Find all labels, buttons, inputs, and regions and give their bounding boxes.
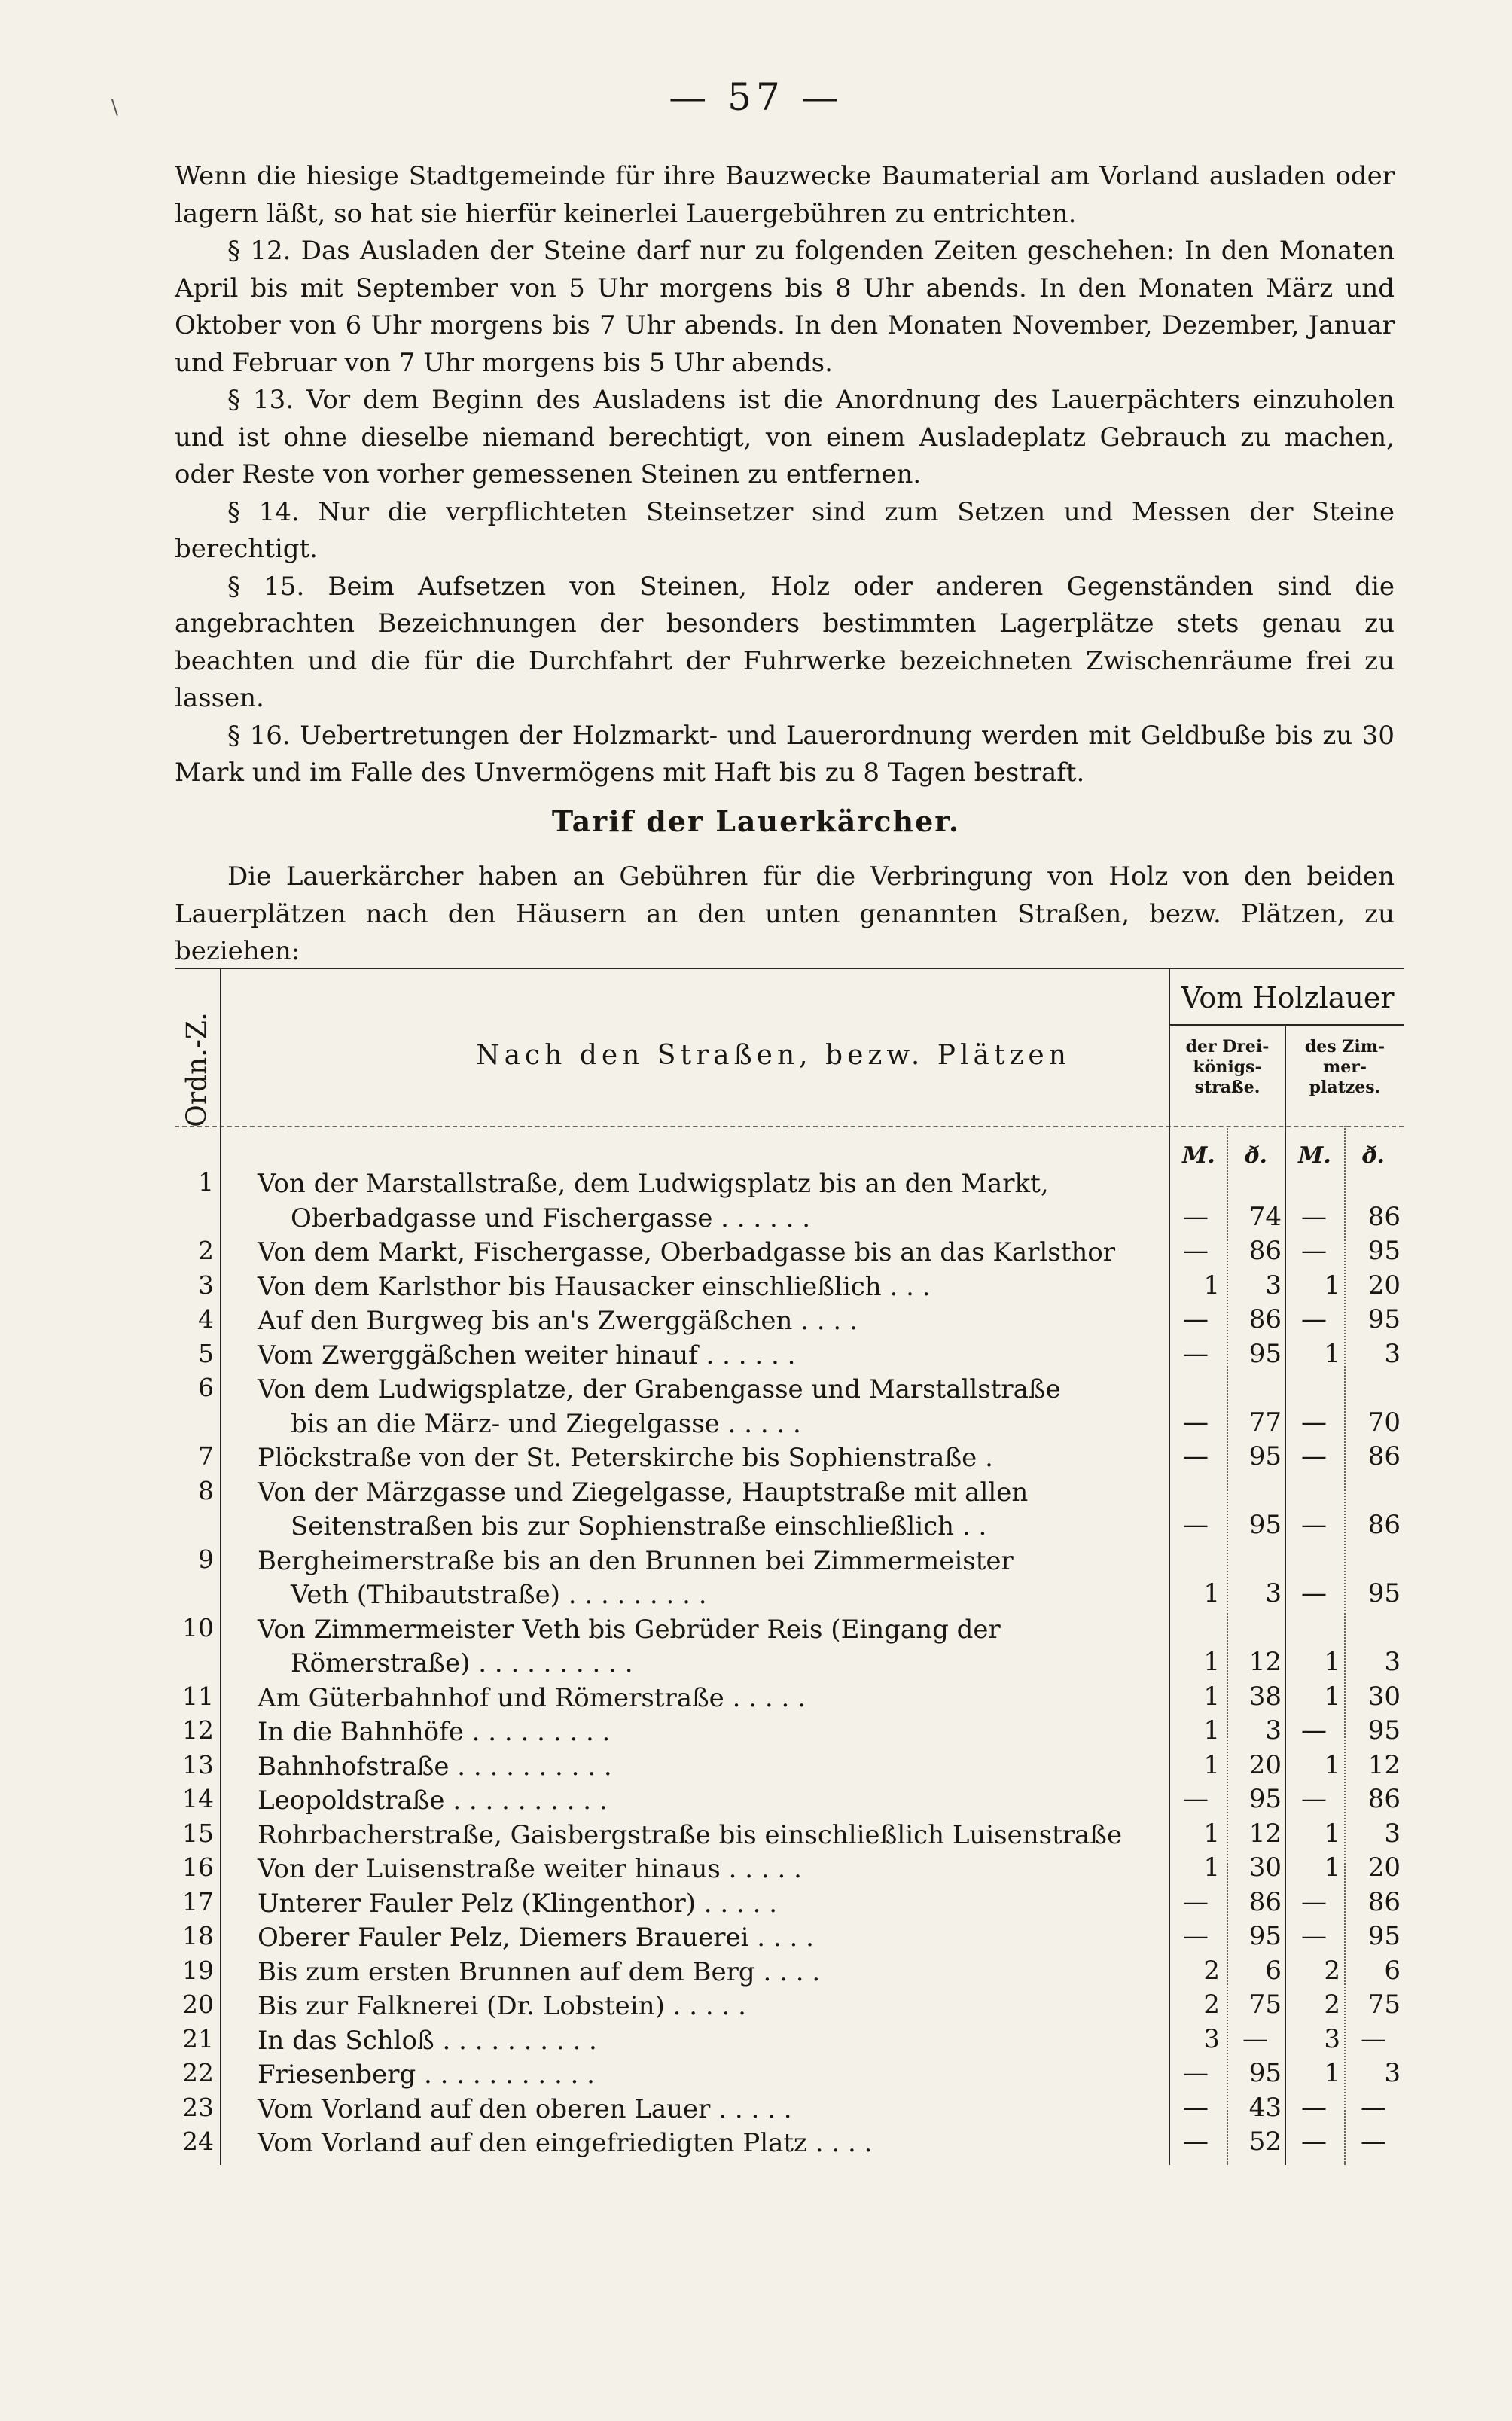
zimmerplatz-mark: — [1301, 1201, 1327, 1232]
dreikoenig-mark: 1 [1203, 1270, 1220, 1300]
zimmerplatz-mark: — [1301, 1578, 1327, 1608]
zimmerplatz-mark: — [1301, 1510, 1327, 1540]
vom-divider [1170, 1024, 1404, 1026]
order-number: 22 [182, 2058, 214, 2087]
zimmerplatz-pfennig: 95 [1367, 1236, 1401, 1266]
dreikoenig-pfennig: 12 [1248, 1818, 1282, 1849]
zimmerplatz-mark: — [1301, 1921, 1327, 1951]
dreikoenig-mark: — [1183, 1441, 1209, 1471]
zimmerplatz-pfennig: 20 [1367, 1852, 1401, 1883]
paragraph-intro: Wenn die hiesige Stadtgemeinde für ihre Bauzwecke Baumaterial am Vorland ausladen oder lagern läßt, so hat sie hierfür keinerlei Lauergebühren zu entrichten. [175, 161, 1395, 229]
street-description [258, 1887, 1154, 1922]
zimmerplatz-mark: 1 [1324, 1681, 1340, 1712]
dreikoenigstrasse-header: der Drei- königs- straße. [1185, 1037, 1270, 1097]
table-row [175, 1852, 1404, 1887]
street-line-1: Vom Vorland auf den eingefriedigten Platz . . . . [258, 2128, 873, 2158]
dreikoenig-mark: 2 [1203, 1990, 1220, 2020]
table-row [175, 1270, 1404, 1305]
zimmerplatz-pfennig: — [1361, 2092, 1386, 2123]
dreikoenig-mark: — [1183, 1338, 1209, 1369]
street-line-1: Leopoldstraße . . . . . . . . . . [258, 1785, 608, 1816]
dreikoenig-pfennig: 30 [1248, 1852, 1282, 1883]
page-mark: \ [111, 96, 118, 119]
dreikoenig-mark: — [1183, 1510, 1209, 1540]
street-line-1: Bis zum ersten Brunnen auf dem Berg . . . . [258, 1956, 821, 1987]
street-line-1: In die Bahnhöfe . . . . . . . . . [258, 1717, 611, 1747]
zimmerplatz-pfennig: 86 [1367, 1441, 1401, 1471]
street-description [258, 1956, 1154, 1990]
table-row [175, 1373, 1404, 1441]
street-line-1: Bergheimerstraße bis an den Brunnen bei Zimmermeister [258, 1545, 1014, 1576]
dreikoenig-mark: — [1183, 1236, 1209, 1266]
zimmerplatz-pfennig: 3 [1384, 2058, 1401, 2088]
order-number: 4 [198, 1304, 214, 1334]
order-number: 8 [198, 1475, 214, 1505]
dreikoenig-mark: 1 [1203, 1578, 1220, 1608]
dreikoenig-pfennig: 77 [1248, 1407, 1282, 1438]
street-line-1: Rohrbacherstraße, Gaisbergstraße bis einschließlich Luisenstraße [258, 1819, 1123, 1850]
tariff-title: Tarif der Lauerkärcher. [551, 804, 961, 838]
order-number: 5 [198, 1338, 214, 1368]
zimmerplatz-pfennig: 86 [1367, 1510, 1401, 1540]
street-description [258, 1715, 1154, 1750]
order-number: 18 [182, 1921, 214, 1950]
street-line-1: Auf den Burgweg bis an's Zwerggäßchen . . . . [258, 1306, 858, 1336]
order-number: 10 [182, 1612, 214, 1642]
dreikoenig-mark: — [1183, 2127, 1209, 2157]
street-description [258, 1373, 1154, 1441]
dreikoenig-pfennig: 95 [1248, 1441, 1282, 1471]
street-line-1: Von dem Karlsthor bis Hausacker einschließlich . . . [258, 1271, 931, 1302]
street-description [258, 1990, 1154, 2024]
street-line-2: Römerstraße) . . . . . . . . . . [291, 1648, 633, 1679]
zimmerplatz-pfennig: 20 [1367, 1270, 1401, 1300]
dreikoenig-pfennig: 3 [1265, 1578, 1282, 1608]
zimmerplatz-mark: — [1301, 1784, 1327, 1814]
street-description [258, 1339, 1154, 1374]
street-description [258, 1750, 1154, 1785]
dreikoenig-mark: 3 [1203, 2023, 1220, 2054]
dreikoenig-mark: — [1183, 1407, 1209, 1438]
zimmerplatz-pfennig: — [1361, 2023, 1386, 2054]
street-description [258, 1682, 1154, 1716]
dreikoenig-pfennig: 20 [1248, 1749, 1282, 1780]
street-line-1: Vom Zwerggäßchen weiter hinauf . . . . . . [258, 1340, 796, 1371]
dreikoenig-pfennig: 95 [1248, 1338, 1282, 1369]
street-description [258, 1784, 1154, 1819]
zimmerplatz-mark: — [1301, 1304, 1327, 1334]
order-number: 13 [182, 1749, 214, 1779]
tariff-intro-text: Die Lauerkärcher haben an Gebühren für die Verbringung von Holz von den beiden Lauerplätzen nach den Häusern an den unten genannten Straßen, bezw. Plätzen, zu beziehen: [175, 861, 1395, 966]
street-description [258, 1852, 1154, 1887]
street-line-1: In das Schloß . . . . . . . . . . [258, 2025, 597, 2056]
page-number: — 57 — [669, 75, 843, 119]
unit-mark-2: M. [1298, 1142, 1331, 1169]
paragraph-12: § 12. Das Ausladen der Steine darf nur zu folgenden Zeiten geschehen: In den Monaten April bis mit September von 5 Uhr morgens bis 8 Uhr abends. In den Monaten März und Oktober von 6 Uhr morgens bis 7 Uhr abends. In den Monaten November, Dezember, Januar und Februar von 7 Uhr morgens bis 5 Uhr abends. [175, 236, 1395, 378]
zimmerplatz-pfennig: 6 [1384, 1955, 1401, 1986]
dreikoenig-pfennig: 95 [1248, 1921, 1282, 1951]
street-description [258, 2058, 1154, 2093]
street-description [258, 2024, 1154, 2059]
dreikoenig-pfennig: 52 [1248, 2127, 1282, 2157]
street-line-1: Von der Luisenstraße weiter hinaus . . . . . [258, 1854, 802, 1884]
dreikoenig-pfennig: 86 [1248, 1886, 1282, 1917]
street-description [258, 1441, 1154, 1476]
vom-holzlauer-header: Vom Holzlauer [1181, 981, 1395, 1014]
street-line-2: Seitenstraßen bis zur Sophienstraße einschließlich . . [291, 1511, 987, 1541]
street-line-2: Veth (Thibautstraße) . . . . . . . . . [291, 1580, 707, 1610]
zimmerplatz-pfennig: 86 [1367, 1886, 1401, 1917]
table-top-rule [175, 968, 1404, 969]
table-row [175, 1784, 1404, 1819]
dreikoenig-pfennig: 6 [1265, 1955, 1282, 1986]
order-number: 12 [182, 1715, 214, 1745]
table-row [175, 1544, 1404, 1613]
zimmerplatz-mark: — [1301, 2092, 1327, 2123]
paragraph-15: § 15. Beim Aufsetzen von Steinen, Holz oder anderen Gegenständen sind die angebrachten Bezeichnungen der besonders bestimmten Lagerplätze stets genau zu beachten und die für die Durchfahrt der Fuhrwerke bezeichneten Zwischenräume frei zu lassen. [175, 571, 1395, 713]
zimmerplatz-mark: — [1301, 1441, 1327, 1471]
paragraph-13: § 13. Vor dem Beginn des Ausladens ist die Anordnung des Lauerpächters einzuholen und ist ohne dieselbe niemand berechtigt, von einem Ausladeplatz Gebrauch zu machen, oder Reste von vorher gemessenen Steinen zu entfernen. [175, 385, 1395, 489]
zimmerplatz-pfennig: 95 [1367, 1715, 1401, 1746]
order-number: 11 [182, 1681, 214, 1711]
street-line-1: Von Zimmermeister Veth bis Gebrüder Reis (Eingang der [258, 1614, 1001, 1645]
table-row [175, 1167, 1404, 1236]
dreikoenig-mark: — [1183, 1886, 1209, 1917]
street-line-1: Von der Märzgasse und Ziegelgasse, Hauptstraße mit allen [258, 1477, 1029, 1508]
table-row [175, 1819, 1404, 1853]
zimmerplatz-pfennig: 95 [1367, 1578, 1401, 1608]
zimmerplatz-header: des Zim- mer- platzes. [1304, 1037, 1385, 1097]
dreikoenig-pfennig: 95 [1248, 2058, 1282, 2088]
order-number: 2 [198, 1236, 214, 1265]
order-number: 15 [182, 1818, 214, 1848]
dreikoenig-mark: 1 [1203, 1852, 1220, 1883]
table-row [175, 1236, 1404, 1270]
street-line-1: Vom Vorland auf den oberen Lauer . . . . . [258, 2093, 792, 2124]
dreikoenig-mark: 2 [1203, 1955, 1220, 1986]
table-row [175, 1304, 1404, 1339]
dreikoenig-mark: — [1183, 1201, 1209, 1232]
regulation-text [175, 158, 1395, 792]
dreikoenig-pfennig: 95 [1248, 1510, 1282, 1540]
order-number: 9 [198, 1544, 214, 1574]
dreikoenig-mark: 1 [1203, 1647, 1220, 1677]
table-row [175, 1750, 1404, 1785]
street-line-1: Plöckstraße von der St. Peterskirche bis Sophienstraße . [258, 1443, 993, 1473]
order-number: 1 [198, 1167, 214, 1197]
zimmerplatz-pfennig: 3 [1384, 1338, 1401, 1369]
table-row [175, 1682, 1404, 1716]
zimmerplatz-mark: 1 [1324, 1338, 1340, 1369]
table-row [175, 1339, 1404, 1374]
street-description [258, 1544, 1154, 1613]
street-line-1: Von dem Ludwigsplatze, der Grabengasse und Marstallstraße [258, 1374, 1061, 1404]
zimmerplatz-pfennig: 12 [1367, 1749, 1401, 1780]
order-number: 7 [198, 1441, 214, 1471]
dreikoenig-pfennig: 38 [1248, 1681, 1282, 1712]
dreikoenig-mark: — [1183, 1921, 1209, 1951]
dreikoenig-pfennig: 75 [1248, 1990, 1282, 2020]
header-divider [175, 1126, 1404, 1127]
zimmerplatz-pfennig: 86 [1367, 1784, 1401, 1814]
street-description [258, 1921, 1154, 1956]
street-description [258, 1270, 1154, 1305]
zimmerplatz-pfennig: 70 [1367, 1407, 1401, 1438]
zimmerplatz-mark: 1 [1324, 1749, 1340, 1780]
zimmerplatz-mark: — [1301, 1715, 1327, 1746]
order-number: 14 [182, 1784, 214, 1813]
table-row [175, 1441, 1404, 1476]
street-description [258, 2127, 1154, 2161]
zimmerplatz-mark: 3 [1324, 2023, 1340, 2054]
street-description [258, 1613, 1154, 1682]
table-row [175, 2127, 1404, 2161]
street-description [258, 2093, 1154, 2127]
dreikoenig-mark: — [1183, 1784, 1209, 1814]
table-row [175, 1990, 1404, 2024]
street-line-1: Bis zur Falknerei (Dr. Lobstein) . . . . . [258, 1991, 746, 2021]
street-line-1: Am Güterbahnhof und Römerstraße . . . . . [258, 1682, 806, 1713]
street-line-1: Von dem Markt, Fischergasse, Oberbadgasse bis an das Karlsthor [258, 1237, 1116, 1267]
unit-pf-2: ð. [1362, 1142, 1385, 1169]
street-description [258, 1304, 1154, 1339]
order-number: 6 [198, 1373, 214, 1402]
order-number: 20 [182, 1990, 214, 2019]
street-line-1: Unterer Fauler Pelz (Klingenthor) . . . . . [258, 1888, 778, 1919]
zimmerplatz-pfennig: 95 [1367, 1304, 1401, 1334]
dreikoenig-pfennig: 74 [1248, 1201, 1282, 1232]
table-row [175, 2024, 1404, 2059]
order-number: 19 [182, 1955, 214, 1985]
order-number: 21 [182, 2023, 214, 2054]
order-number: 16 [182, 1852, 214, 1882]
zimmerplatz-pfennig: 86 [1367, 1201, 1401, 1232]
zimmerplatz-mark: — [1301, 1886, 1327, 1917]
zimmerplatz-mark: 1 [1324, 2058, 1340, 2088]
street-description [258, 1236, 1154, 1270]
table-row [175, 1887, 1404, 1922]
table-row [175, 1476, 1404, 1544]
street-line-2: Oberbadgasse und Fischergasse . . . . . . [291, 1203, 811, 1233]
street-line-2: bis an die März- und Ziegelgasse . . . . . [291, 1408, 801, 1439]
street-line-1: Friesenberg . . . . . . . . . . . [258, 2060, 595, 2090]
table-row [175, 1956, 1404, 1990]
dreikoenig-mark: — [1183, 2092, 1209, 2123]
street-description [258, 1476, 1154, 1544]
table-row [175, 1921, 1404, 1956]
zimmerplatz-mark: 1 [1324, 1818, 1340, 1849]
zimmerplatz-mark: 1 [1324, 1852, 1340, 1883]
order-number: 23 [182, 2092, 214, 2122]
zimmerplatz-pfennig: 3 [1384, 1818, 1401, 1849]
paragraph-16: § 16. Uebertretungen der Holzmarkt- und Lauerordnung werden mit Geldbuße bis zu 30 Mark und im Falle des Unvermögens mit Haft bis zu 8 Tagen bestraft. [175, 720, 1395, 788]
unit-pf-1: ð. [1245, 1142, 1267, 1169]
street-description [258, 1167, 1154, 1236]
order-number: 3 [198, 1270, 214, 1300]
zimmerplatz-pfennig: 3 [1384, 1647, 1401, 1677]
paragraph-14: § 14. Nur die verpflichteten Steinsetzer sind zum Setzen und Messen der Steine berechtigt. [175, 496, 1395, 564]
dreikoenig-pfennig: 3 [1265, 1715, 1282, 1746]
zimmerplatz-mark: — [1301, 1407, 1327, 1438]
street-line-1: Oberer Fauler Pelz, Diemers Brauerei . . . . [258, 1922, 814, 1953]
order-number: 17 [182, 1886, 214, 1916]
dreikoenig-mark: 1 [1203, 1681, 1220, 1712]
zimmerplatz-pfennig: — [1361, 2127, 1386, 2157]
zimmerplatz-pfennig: 95 [1367, 1921, 1401, 1951]
table-row [175, 1613, 1404, 1682]
dreikoenig-pfennig: 86 [1248, 1236, 1282, 1266]
table-row [175, 2093, 1404, 2127]
tariff-table [175, 968, 1404, 2165]
dreikoenig-mark: — [1183, 1304, 1209, 1334]
dreikoenig-mark: 1 [1203, 1715, 1220, 1746]
street-line-1: Bahnhofstraße . . . . . . . . . . [258, 1751, 612, 1782]
street-line-1: Von der Marstallstraße, dem Ludwigsplatz bis an den Markt, [258, 1169, 1049, 1199]
dreikoenig-pfennig: — [1242, 2023, 1268, 2054]
zimmerplatz-mark: 1 [1324, 1647, 1340, 1677]
dreikoenig-pfennig: 3 [1265, 1270, 1282, 1300]
unit-mark-1: M. [1182, 1142, 1215, 1169]
zimmerplatz-mark: 2 [1324, 1955, 1340, 1986]
tariff-intro [175, 858, 1395, 971]
dreikoenig-mark: 1 [1203, 1818, 1220, 1849]
order-number: 24 [182, 2127, 214, 2156]
zimmerplatz-mark: — [1301, 2127, 1327, 2157]
dreikoenig-mark: — [1183, 2058, 1209, 2088]
zimmerplatz-pfennig: 75 [1367, 1990, 1401, 2020]
dreikoenig-mark: 1 [1203, 1749, 1220, 1780]
dreikoenig-pfennig: 43 [1248, 2092, 1282, 2123]
ordn-header: Ordn.-Z. [181, 1011, 213, 1127]
zimmerplatz-mark: — [1301, 1236, 1327, 1266]
dreikoenig-pfennig: 95 [1248, 1784, 1282, 1814]
dreikoenig-pfennig: 86 [1248, 1304, 1282, 1334]
zimmerplatz-pfennig: 30 [1367, 1681, 1401, 1712]
zimmerplatz-mark: 1 [1324, 1270, 1340, 1300]
dreikoenig-pfennig: 12 [1248, 1647, 1282, 1677]
table-row [175, 1715, 1404, 1750]
street-header: Nach den Straßen, bezw. Plätzen [476, 1040, 1071, 1071]
table-row [175, 2058, 1404, 2093]
street-description [258, 1819, 1154, 1853]
zimmerplatz-mark: 2 [1324, 1990, 1340, 2020]
